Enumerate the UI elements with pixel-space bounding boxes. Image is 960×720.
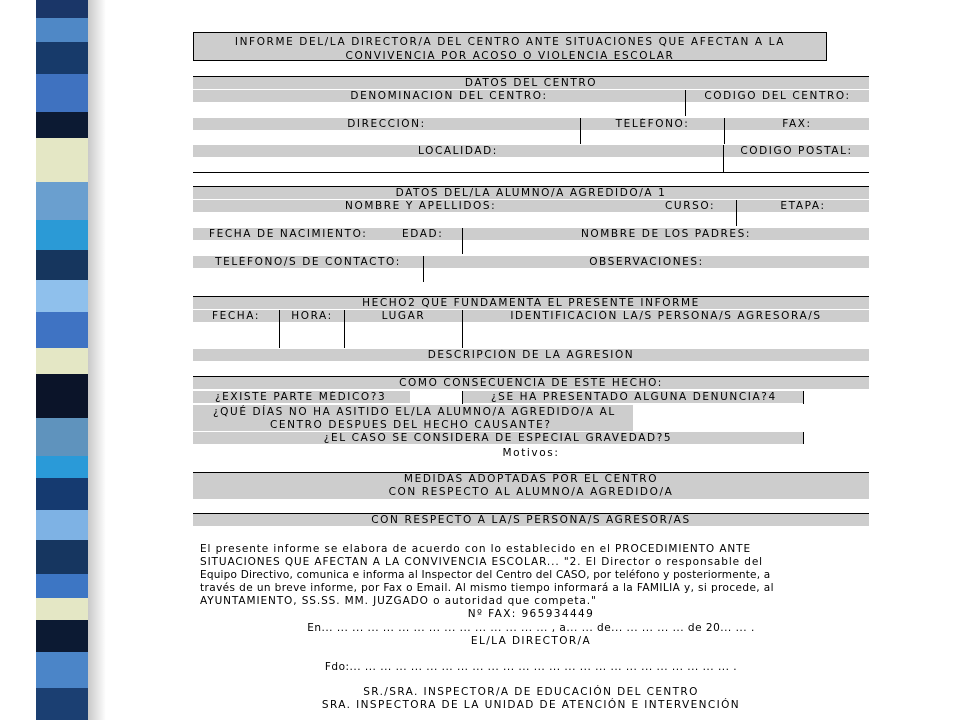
- signature-line: Fdo:... ... ... ... ... ... ... ... ... ... ... ... ... ... ... ... ... ... ... ... ... ... ... ... ... .: [324, 661, 738, 673]
- consecuencia-header: COMO CONSECUENCIA DE ESTE HECHO:: [193, 377, 869, 389]
- denominacion-label: DENOMINACIÓN DEL CENTRO:: [193, 90, 685, 102]
- fax-label: FAX:: [725, 118, 869, 130]
- divider: [723, 145, 724, 172]
- divider: [279, 310, 280, 348]
- gravedad-label: ¿EL CASO SE CONSIDERA DE ESPECIAL GRAVEDAD?5: [193, 432, 803, 444]
- agresores-header: CON RESPECTO A LA/S PERSONA/S AGRESOR/AS: [193, 514, 869, 526]
- parte-medico-label: ¿EXISTE PARTE MÉDICO?3: [193, 391, 410, 403]
- legal-paragraph-line: Equipo Directivo, comunica e informa al Inspector del Centro del CASO, por teléfono y posteriormente, a: [200, 569, 771, 581]
- date-line: En... ... ... ... ... ... ... ... ... ... ... ... ... ... ... , a... ... de... ... ... ... ... de 20... ... .: [307, 622, 755, 634]
- medidas-line-1: MEDIDAS ADOPTADAS POR EL CENTRO: [403, 473, 659, 485]
- divider: [803, 391, 804, 404]
- legal-paragraph-line: El presente informe se elabora de acuerdo con lo establecido en el PROCEDIMIENTO ANTE: [200, 543, 752, 555]
- medidas-header: [193, 473, 869, 499]
- divider: [803, 432, 804, 444]
- codigo-centro-label: CÓDIGO DEL CENTRO:: [686, 90, 869, 102]
- director-label: EL/LA DIRECTOR/A: [470, 635, 592, 647]
- title-line-2: CONVIVENCIA POR ACOSO O VIOLENCIA ESCOLAR: [345, 50, 675, 62]
- recipient-line-1: SR./SRA. INSPECTOR/A DE EDUCACIÓN DEL CENTRO: [363, 686, 699, 698]
- denuncia-label: ¿SE HA PRESENTADO ALGUNA DENUNCIA?4: [463, 391, 803, 403]
- observaciones-label: OBSERVACIONES:: [424, 256, 869, 268]
- divider: [462, 391, 463, 404]
- direccion-label: DIRECCIÓN:: [193, 118, 580, 130]
- lugar-label: LUGAR: [345, 310, 462, 322]
- etapa-label: ETAPA:: [737, 200, 869, 212]
- divider: [724, 118, 725, 144]
- alumno-header: DATOS DEL/LA ALUMNO/A AGREDIDO/A 1: [193, 187, 869, 199]
- hora-label: HORA:: [280, 310, 344, 322]
- edad-label: EDAD:: [368, 228, 462, 240]
- divider: [462, 228, 463, 254]
- dias-ausencia-line-1: ¿QUÉ DÍAS NO HA ASITIDO EL/LA ALUMNO/A AGREDIDO/A AL: [213, 406, 616, 418]
- report-title: [193, 32, 827, 61]
- fax-number: Nº FAX: 965934449: [467, 608, 595, 620]
- fecha-nacimiento-label: FECHA DE NACIMIENTO:: [193, 228, 368, 240]
- divider: [423, 256, 424, 282]
- decorative-ribbon: [36, 0, 88, 720]
- legal-paragraph-line: SITUACIONES QUE AFECTAN A LA CONVIVENCIA ESCOLAR... "2. El Director o responsable del: [200, 556, 763, 568]
- dias-ausencia-box: [193, 405, 633, 431]
- localidad-label: LOCALIDAD:: [193, 145, 723, 157]
- descripcion-agresion-label: DESCRIPCIÓN DE LA AGRESIÓN: [193, 349, 869, 361]
- identificacion-agresores-label: IDENTIFICACIÓN LA/S PERSONA/S AGRESORA/S: [463, 310, 869, 322]
- legal-paragraph-line: AYUNTAMIENTO, SS.SS. MM. JUZGADO o autoridad que competa.": [200, 595, 597, 607]
- nombre-label: NOMBRE Y APELLIDOS:: [193, 200, 736, 212]
- ribbon-shadow: [88, 0, 106, 720]
- curso-label: CURSO:: [665, 200, 716, 212]
- parte-medico-answer: [410, 391, 462, 403]
- divider: [736, 200, 737, 226]
- telefonos-contacto-label: TELÉFONO/S DE CONTACTO:: [193, 256, 423, 268]
- legal-paragraph-line: través de un breve informe, por Fax o Email. Al mismo tiempo informará a la FAMILIA y, si procede, al: [200, 582, 774, 594]
- recipient-line-2: SRA. INSPECTORA DE LA UNIDAD DE ATENCIÓN E INTERVENCIÓN: [321, 699, 741, 711]
- dias-ausencia-line-2: CENTRO DESPUES DEL HECHO CAUSANTE?: [270, 418, 552, 431]
- fecha-label: FECHA:: [193, 310, 279, 322]
- title-line-1: INFORME DEL/LA DIRECTOR/A DEL CENTRO ANTE SITUACIONES QUE AFECTAN A LA: [234, 36, 786, 48]
- divider: [344, 310, 345, 348]
- divider: [580, 118, 581, 144]
- motivos-label: Motivos:: [502, 447, 560, 459]
- padres-label: NOMBRE DE LOS PADRES:: [463, 228, 869, 240]
- hecho-header: HECHO2 QUE FUNDAMENTA EL PRESENTE INFORME: [193, 297, 869, 309]
- codigo-postal-label: CÓDIGO POSTAL:: [724, 145, 869, 157]
- rule: [193, 172, 869, 173]
- divider: [462, 310, 463, 348]
- telefono-label: TELÉFONO:: [581, 118, 724, 130]
- centro-header: DATOS DEL CENTRO: [193, 77, 869, 89]
- medidas-line-2: CON RESPECTO AL ALUMNO/A AGREDIDO/A: [388, 486, 674, 498]
- divider: [685, 90, 686, 116]
